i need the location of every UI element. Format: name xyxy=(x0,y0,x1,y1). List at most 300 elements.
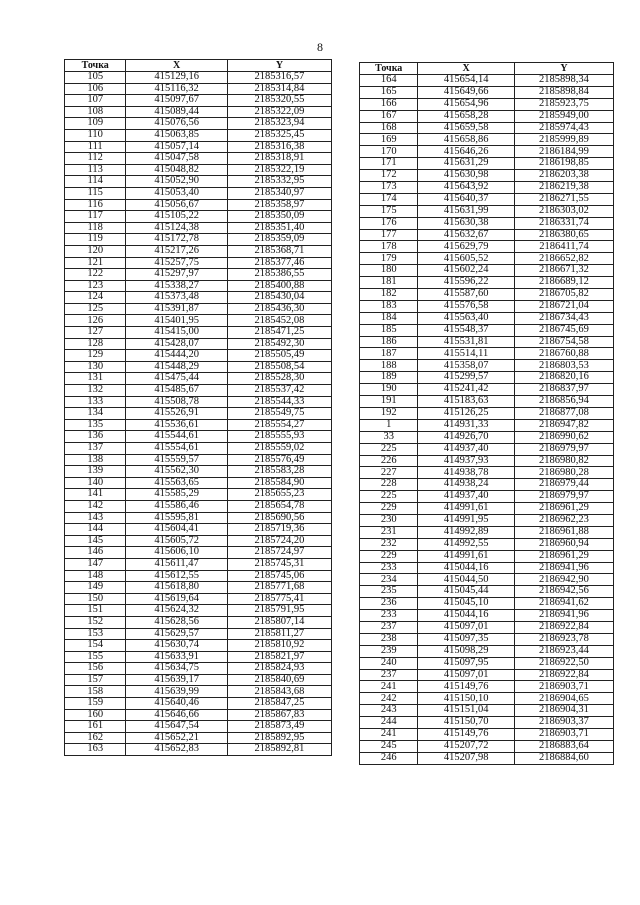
table-row xyxy=(360,669,614,681)
y-cell: 2185316,38 xyxy=(227,141,331,153)
y-cell: 2185386,55 xyxy=(227,269,331,281)
x-cell: 415548,37 xyxy=(418,324,515,336)
x-cell: 414991,61 xyxy=(418,503,515,515)
point-cell: 162 xyxy=(65,732,126,744)
y-cell: 2185898,84 xyxy=(514,86,613,98)
y-cell: 2185690,56 xyxy=(227,512,331,524)
y-cell: 2186962,23 xyxy=(514,514,613,526)
table-row xyxy=(360,396,614,408)
table-row xyxy=(65,443,332,455)
y-cell: 2186877,08 xyxy=(514,407,613,419)
x-cell: 415628,56 xyxy=(126,616,227,628)
y-cell: 2185892,95 xyxy=(227,732,331,744)
y-cell: 2185867,83 xyxy=(227,709,331,721)
table-row xyxy=(360,229,614,241)
point-cell: 179 xyxy=(360,253,418,265)
table-row xyxy=(360,657,614,669)
x-cell: 415514,11 xyxy=(418,348,515,360)
table-row xyxy=(360,752,614,764)
table-row xyxy=(65,628,332,640)
x-cell: 415129,16 xyxy=(126,72,227,84)
y-cell: 2185847,25 xyxy=(227,698,331,710)
table-row xyxy=(360,324,614,336)
point-cell: 184 xyxy=(360,312,418,324)
table-row xyxy=(65,663,332,675)
point-cell: 105 xyxy=(65,72,126,84)
x-cell: 415544,61 xyxy=(126,431,227,443)
table-row xyxy=(360,158,614,170)
table-row xyxy=(360,598,614,610)
x-cell: 415643,92 xyxy=(418,182,515,194)
table-row xyxy=(360,146,614,158)
table-row xyxy=(65,698,332,710)
x-cell: 415612,55 xyxy=(126,570,227,582)
point-cell: 163 xyxy=(65,744,126,756)
x-cell: 415048,82 xyxy=(126,164,227,176)
point-cell: 136 xyxy=(65,431,126,443)
table-row xyxy=(65,721,332,733)
y-cell: 2185775,41 xyxy=(227,593,331,605)
y-cell: 2185821,97 xyxy=(227,651,331,663)
y-cell: 2186961,29 xyxy=(514,503,613,515)
y-cell: 2186705,82 xyxy=(514,289,613,301)
point-cell: 122 xyxy=(65,269,126,281)
point-cell: 226 xyxy=(360,455,418,467)
y-cell: 2186961,29 xyxy=(514,550,613,562)
table-row xyxy=(360,503,614,515)
table-row xyxy=(65,709,332,721)
x-cell: 415586,46 xyxy=(126,500,227,512)
y-cell: 2185949,00 xyxy=(514,110,613,122)
y-cell: 2185898,34 xyxy=(514,75,613,87)
y-cell: 2185544,33 xyxy=(227,396,331,408)
table-row xyxy=(360,289,614,301)
point-cell: 167 xyxy=(360,110,418,122)
x-cell: 415563,40 xyxy=(418,312,515,324)
x-cell: 415631,29 xyxy=(418,158,515,170)
table-row xyxy=(65,651,332,663)
point-cell: 112 xyxy=(65,153,126,165)
x-cell: 415299,57 xyxy=(418,372,515,384)
point-cell: 172 xyxy=(360,170,418,182)
header-y: Y xyxy=(227,60,331,72)
y-cell: 2185974,43 xyxy=(514,122,613,134)
y-cell: 2185492,30 xyxy=(227,338,331,350)
table-row xyxy=(360,205,614,217)
table-row xyxy=(65,408,332,420)
point-cell: 174 xyxy=(360,193,418,205)
header-x: X xyxy=(126,60,227,72)
table-row xyxy=(65,524,332,536)
point-cell: 135 xyxy=(65,419,126,431)
y-cell: 2186979,97 xyxy=(514,491,613,503)
x-cell: 415647,54 xyxy=(126,721,227,733)
table-row xyxy=(360,182,614,194)
table-row xyxy=(65,616,332,628)
y-cell: 2186923,44 xyxy=(514,645,613,657)
x-cell: 415631,99 xyxy=(418,205,515,217)
point-cell: 237 xyxy=(360,621,418,633)
y-cell: 2185377,46 xyxy=(227,257,331,269)
table-row xyxy=(360,300,614,312)
table-row xyxy=(360,479,614,491)
y-cell: 2186960,94 xyxy=(514,538,613,550)
x-cell: 415047,58 xyxy=(126,153,227,165)
table-row xyxy=(360,681,614,693)
y-cell: 2186203,38 xyxy=(514,170,613,182)
y-cell: 2186219,38 xyxy=(514,182,613,194)
table-row xyxy=(360,633,614,645)
x-cell: 414938,78 xyxy=(418,467,515,479)
point-cell: 111 xyxy=(65,141,126,153)
point-cell: 116 xyxy=(65,199,126,211)
table-row xyxy=(65,396,332,408)
table-row xyxy=(360,134,614,146)
x-cell: 415629,79 xyxy=(418,241,515,253)
x-cell: 415632,67 xyxy=(418,229,515,241)
y-cell: 2185528,30 xyxy=(227,373,331,385)
x-cell: 415391,87 xyxy=(126,303,227,315)
point-cell: 145 xyxy=(65,535,126,547)
y-cell: 2185340,97 xyxy=(227,187,331,199)
x-cell: 415063,85 xyxy=(126,129,227,141)
point-cell: 133 xyxy=(65,396,126,408)
table-row xyxy=(360,526,614,538)
point-cell: 188 xyxy=(360,360,418,372)
table-row xyxy=(65,187,332,199)
table-header-row xyxy=(360,63,614,75)
point-cell: 137 xyxy=(65,443,126,455)
x-cell: 414926,70 xyxy=(418,431,515,443)
table-row xyxy=(65,141,332,153)
table-row xyxy=(65,732,332,744)
table-row xyxy=(65,373,332,385)
point-cell: 185 xyxy=(360,324,418,336)
point-cell: 182 xyxy=(360,289,418,301)
y-cell: 2185332,95 xyxy=(227,176,331,188)
point-cell: 147 xyxy=(65,558,126,570)
x-cell: 414937,93 xyxy=(418,455,515,467)
y-cell: 2186980,82 xyxy=(514,455,613,467)
x-cell: 415629,57 xyxy=(126,628,227,640)
table-row xyxy=(65,211,332,223)
point-cell: 138 xyxy=(65,454,126,466)
y-cell: 2186745,69 xyxy=(514,324,613,336)
table-row xyxy=(360,717,614,729)
point-cell: 128 xyxy=(65,338,126,350)
x-cell: 414992,89 xyxy=(418,526,515,538)
y-cell: 2186980,28 xyxy=(514,467,613,479)
table-row xyxy=(65,129,332,141)
y-cell: 2186979,97 xyxy=(514,443,613,455)
table-row xyxy=(65,640,332,652)
x-cell: 415373,48 xyxy=(126,292,227,304)
point-cell: 1 xyxy=(360,419,418,431)
y-cell: 2185400,88 xyxy=(227,280,331,292)
y-cell: 2186820,16 xyxy=(514,372,613,384)
point-cell: 158 xyxy=(65,686,126,698)
table-row xyxy=(65,350,332,362)
point-cell: 134 xyxy=(65,408,126,420)
x-cell: 414937,40 xyxy=(418,443,515,455)
x-cell: 415097,35 xyxy=(418,633,515,645)
x-cell: 415045,10 xyxy=(418,598,515,610)
x-cell: 415358,07 xyxy=(418,360,515,372)
point-cell: 245 xyxy=(360,740,418,752)
table-row xyxy=(65,535,332,547)
x-cell: 415149,76 xyxy=(418,681,515,693)
point-cell: 191 xyxy=(360,396,418,408)
x-cell: 415207,98 xyxy=(418,752,515,764)
point-cell: 164 xyxy=(360,75,418,87)
point-cell: 33 xyxy=(360,431,418,443)
table-row xyxy=(65,686,332,698)
y-cell: 2185549,75 xyxy=(227,408,331,420)
x-cell: 415217,26 xyxy=(126,245,227,257)
y-cell: 2185807,14 xyxy=(227,616,331,628)
y-cell: 2186990,62 xyxy=(514,431,613,443)
point-cell: 115 xyxy=(65,187,126,199)
table-row xyxy=(65,280,332,292)
point-cell: 165 xyxy=(360,86,418,98)
point-cell: 239 xyxy=(360,645,418,657)
y-cell: 2185654,78 xyxy=(227,500,331,512)
y-cell: 2186271,55 xyxy=(514,193,613,205)
table-row xyxy=(65,454,332,466)
x-cell: 415044,16 xyxy=(418,562,515,574)
point-cell: 241 xyxy=(360,681,418,693)
x-cell: 415659,58 xyxy=(418,122,515,134)
x-cell: 415076,56 xyxy=(126,118,227,130)
x-cell: 415640,46 xyxy=(126,698,227,710)
x-cell: 415097,01 xyxy=(418,621,515,633)
table-row xyxy=(65,315,332,327)
point-cell: 141 xyxy=(65,489,126,501)
point-cell: 231 xyxy=(360,526,418,538)
y-cell: 2185318,91 xyxy=(227,153,331,165)
x-cell: 415611,47 xyxy=(126,558,227,570)
table-row xyxy=(360,586,614,598)
y-cell: 2185314,84 xyxy=(227,83,331,95)
point-cell: 148 xyxy=(65,570,126,582)
point-cell: 132 xyxy=(65,385,126,397)
point-cell: 246 xyxy=(360,752,418,764)
table-row xyxy=(360,110,614,122)
y-cell: 2185811,27 xyxy=(227,628,331,640)
y-cell: 2186904,31 xyxy=(514,705,613,717)
y-cell: 2186903,71 xyxy=(514,728,613,740)
x-cell: 415150,70 xyxy=(418,717,515,729)
point-cell: 154 xyxy=(65,640,126,652)
point-cell: 113 xyxy=(65,164,126,176)
y-cell: 2185771,68 xyxy=(227,582,331,594)
x-cell: 415045,44 xyxy=(418,586,515,598)
table-row xyxy=(360,217,614,229)
x-cell: 415576,58 xyxy=(418,300,515,312)
y-cell: 2186942,56 xyxy=(514,586,613,598)
y-cell: 2186904,65 xyxy=(514,693,613,705)
table-row xyxy=(65,245,332,257)
x-cell: 415241,42 xyxy=(418,384,515,396)
x-cell: 415257,75 xyxy=(126,257,227,269)
point-cell: 124 xyxy=(65,292,126,304)
y-cell: 2185430,04 xyxy=(227,292,331,304)
x-cell: 415563,65 xyxy=(126,477,227,489)
point-cell: 161 xyxy=(65,721,126,733)
point-cell: 228 xyxy=(360,479,418,491)
x-cell: 415097,95 xyxy=(418,657,515,669)
y-cell: 2185325,45 xyxy=(227,129,331,141)
table-row xyxy=(65,176,332,188)
point-cell: 110 xyxy=(65,129,126,141)
y-cell: 2185323,94 xyxy=(227,118,331,130)
x-cell: 415604,41 xyxy=(126,524,227,536)
point-cell: 233 xyxy=(360,562,418,574)
x-cell: 414991,61 xyxy=(418,550,515,562)
point-cell: 243 xyxy=(360,705,418,717)
header-point: Точка xyxy=(360,63,418,75)
y-cell: 2186803,53 xyxy=(514,360,613,372)
table-row xyxy=(360,348,614,360)
x-cell: 415595,81 xyxy=(126,512,227,524)
x-cell: 414992,55 xyxy=(418,538,515,550)
page-number: 8 xyxy=(317,40,323,54)
x-cell: 415658,28 xyxy=(418,110,515,122)
x-cell: 415150,10 xyxy=(418,693,515,705)
point-cell: 192 xyxy=(360,407,418,419)
point-cell: 225 xyxy=(360,491,418,503)
x-cell: 415646,66 xyxy=(126,709,227,721)
y-cell: 2186734,43 xyxy=(514,312,613,324)
point-cell: 153 xyxy=(65,628,126,640)
point-cell: 173 xyxy=(360,182,418,194)
point-cell: 168 xyxy=(360,122,418,134)
point-cell: 241 xyxy=(360,728,418,740)
y-cell: 2186184,99 xyxy=(514,146,613,158)
table-row xyxy=(65,72,332,84)
table-row xyxy=(65,83,332,95)
y-cell: 2186961,88 xyxy=(514,526,613,538)
x-cell: 415053,40 xyxy=(126,187,227,199)
table-row xyxy=(65,338,332,350)
y-cell: 2185840,69 xyxy=(227,674,331,686)
point-cell: 171 xyxy=(360,158,418,170)
x-cell: 415585,29 xyxy=(126,489,227,501)
point-cell: 106 xyxy=(65,83,126,95)
point-cell: 234 xyxy=(360,574,418,586)
point-cell: 240 xyxy=(360,657,418,669)
x-cell: 415630,98 xyxy=(418,170,515,182)
point-cell: 140 xyxy=(65,477,126,489)
x-cell: 414931,33 xyxy=(418,419,515,431)
y-cell: 2185320,55 xyxy=(227,95,331,107)
y-cell: 2185358,97 xyxy=(227,199,331,211)
x-cell: 415633,91 xyxy=(126,651,227,663)
x-cell: 415105,22 xyxy=(126,211,227,223)
point-cell: 236 xyxy=(360,598,418,610)
table-row xyxy=(65,118,332,130)
y-cell: 2185873,49 xyxy=(227,721,331,733)
point-cell: 120 xyxy=(65,245,126,257)
y-cell: 2186903,37 xyxy=(514,717,613,729)
x-cell: 415056,67 xyxy=(126,199,227,211)
table-row xyxy=(65,164,332,176)
y-cell: 2185843,68 xyxy=(227,686,331,698)
x-cell: 415052,90 xyxy=(126,176,227,188)
x-cell: 415044,50 xyxy=(418,574,515,586)
point-cell: 157 xyxy=(65,674,126,686)
x-cell: 415536,61 xyxy=(126,419,227,431)
x-cell: 415207,72 xyxy=(418,740,515,752)
x-cell: 415401,95 xyxy=(126,315,227,327)
x-cell: 415602,24 xyxy=(418,265,515,277)
y-cell: 2185505,49 xyxy=(227,350,331,362)
table-header-row xyxy=(65,60,332,72)
y-cell: 2185322,19 xyxy=(227,164,331,176)
x-cell: 415654,14 xyxy=(418,75,515,87)
y-cell: 2185810,92 xyxy=(227,640,331,652)
x-cell: 415415,00 xyxy=(126,327,227,339)
point-cell: 109 xyxy=(65,118,126,130)
point-cell: 152 xyxy=(65,616,126,628)
y-cell: 2186884,60 xyxy=(514,752,613,764)
x-cell: 415639,99 xyxy=(126,686,227,698)
point-cell: 146 xyxy=(65,547,126,559)
x-cell: 415652,83 xyxy=(126,744,227,756)
point-cell: 238 xyxy=(360,633,418,645)
table-row xyxy=(65,674,332,686)
y-cell: 2185471,25 xyxy=(227,327,331,339)
y-cell: 2186760,88 xyxy=(514,348,613,360)
point-cell: 130 xyxy=(65,361,126,373)
point-cell: 156 xyxy=(65,663,126,675)
point-cell: 227 xyxy=(360,467,418,479)
header-x: X xyxy=(418,63,515,75)
point-cell: 178 xyxy=(360,241,418,253)
y-cell: 2185583,28 xyxy=(227,466,331,478)
y-cell: 2185824,93 xyxy=(227,663,331,675)
point-cell: 237 xyxy=(360,669,418,681)
table-row xyxy=(360,550,614,562)
table-row xyxy=(360,455,614,467)
table-row xyxy=(360,693,614,705)
point-cell: 170 xyxy=(360,146,418,158)
table-row xyxy=(65,605,332,617)
table-row xyxy=(360,75,614,87)
coordinates-table-right xyxy=(359,62,614,765)
y-cell: 2186883,64 xyxy=(514,740,613,752)
x-cell: 415183,63 xyxy=(418,396,515,408)
x-cell: 415646,26 xyxy=(418,146,515,158)
x-cell: 415630,38 xyxy=(418,217,515,229)
point-cell: 166 xyxy=(360,98,418,110)
x-cell: 415057,14 xyxy=(126,141,227,153)
table-row xyxy=(360,360,614,372)
x-cell: 414938,24 xyxy=(418,479,515,491)
table-row xyxy=(65,269,332,281)
table-row xyxy=(360,419,614,431)
point-cell: 126 xyxy=(65,315,126,327)
table-row xyxy=(65,466,332,478)
y-cell: 2186652,82 xyxy=(514,253,613,265)
y-cell: 2185322,09 xyxy=(227,106,331,118)
table-row xyxy=(65,106,332,118)
y-cell: 2185452,08 xyxy=(227,315,331,327)
point-cell: 118 xyxy=(65,222,126,234)
point-cell: 119 xyxy=(65,234,126,246)
table-row xyxy=(360,253,614,265)
point-cell: 155 xyxy=(65,651,126,663)
